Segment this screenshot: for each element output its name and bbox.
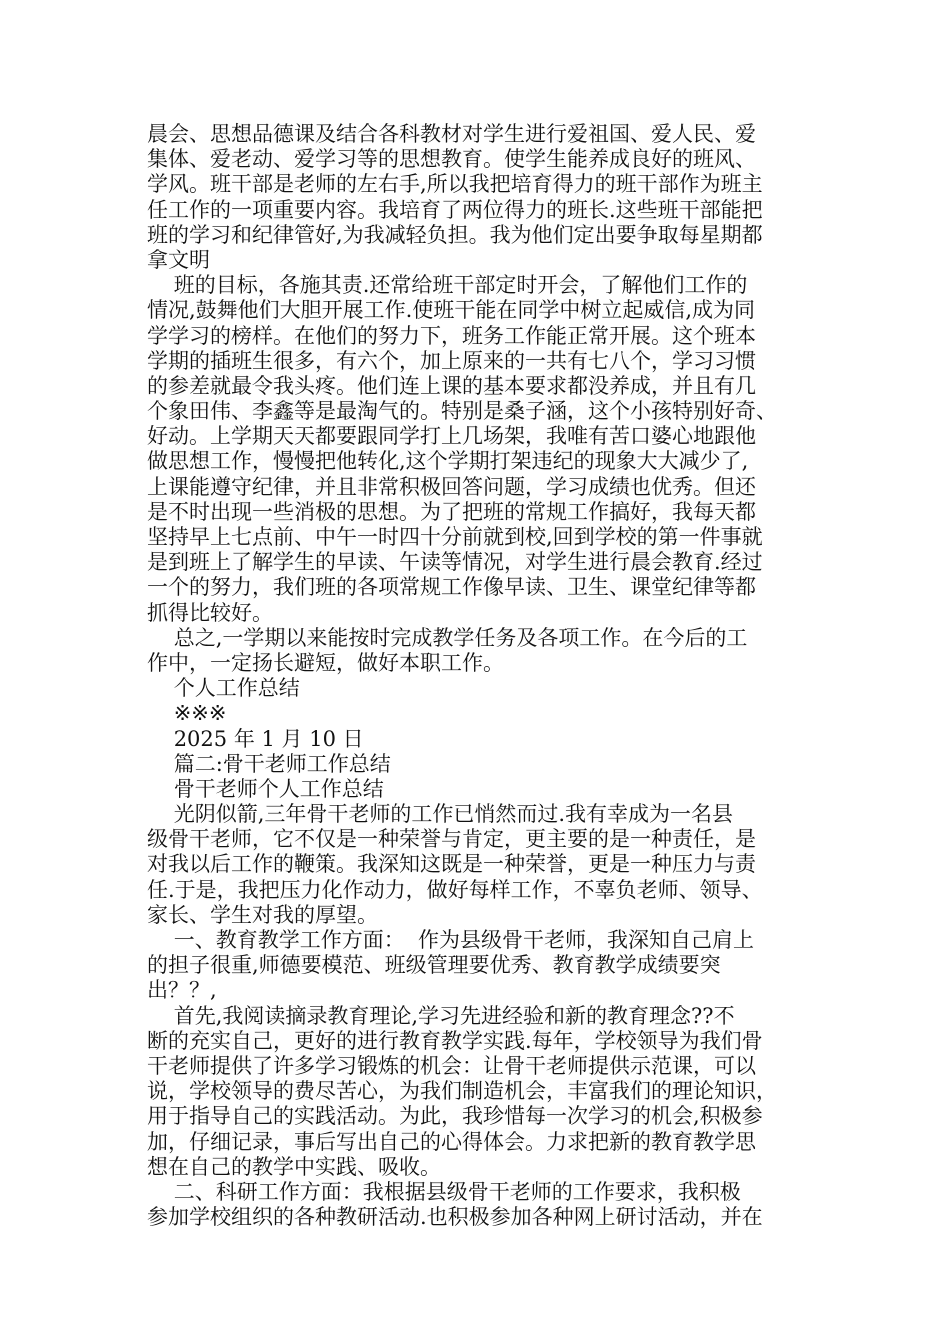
text-line: 做思想工作，慢慢把他转化,这个学期打架违纪的现象大大减少了, bbox=[147, 449, 749, 474]
text-line: 上课能遵守纪律，并且非常积极回答问题，学习成绩也优秀。但还 bbox=[147, 474, 756, 499]
text-line: 晨会、思想品德课及结合各科教材对学生进行爱祖国、爱人民、爱 bbox=[147, 122, 756, 146]
text-line: 光阴似箭,三年骨干老师的工作已悄然而过.我有幸成为一名县 bbox=[147, 802, 734, 827]
text-line: 篇二:骨干老师工作总结 bbox=[147, 751, 391, 776]
text-line: 出？？, bbox=[147, 978, 217, 1003]
text-line: 首先,我阅读摘录教育理论,学习先进经验和新的教育理念??不 bbox=[147, 1003, 735, 1028]
text-line: 学学习的榜样。在他们的努力下，班务工作能正常开展。这个班本 bbox=[147, 323, 756, 348]
text-line: 用于指导自己的实践活动。为此，我珍惜每一次学习的机会,积极参 bbox=[147, 1104, 763, 1129]
text-line: 的担子很重,师德要模范、班级管理要优秀、教育教学成绩要突 bbox=[147, 953, 721, 978]
text-line: 骨干老师个人工作总结 bbox=[147, 776, 384, 801]
text-line: 学期的插班生很多，有六个，加上原来的一共有七八个，学习习惯 bbox=[147, 348, 756, 373]
text-line: 是不时出现一些消极的思想。为了把班的常规工作搞好，我每天都 bbox=[147, 499, 756, 524]
text-line: 家长、学生对我的厚望。 bbox=[147, 902, 378, 927]
text-line: ※※※ bbox=[147, 701, 227, 726]
text-line: 坚持早上七点前、中午一时四十分前就到校,回到学校的第一件事就 bbox=[147, 525, 763, 549]
text-line: 对我以后工作的鞭策。我深知这既是一种荣誉，更是一种压力与责 bbox=[147, 852, 756, 877]
text-line: 抓得比较好。 bbox=[147, 600, 273, 625]
text-line: 集体、爱老动、爱学习等的思想教育。使学生能养成良好的班风、 bbox=[147, 147, 756, 172]
text-line: 学风。班干部是老师的左右手,所以我把培育得力的班干部作为班主 bbox=[147, 172, 763, 197]
text-line: 说，学校领导的费尽苦心，为我们制造机会，丰富我们的理论知识， bbox=[147, 1079, 777, 1104]
text-line: 一个的努力，我们班的各项常规工作像早读、卫生、课堂纪律等都 bbox=[147, 575, 756, 600]
text-line: 作中，一定扬长避短，做好本职工作。 bbox=[147, 650, 504, 675]
text-line: 任工作的一项重要内容。我培育了两位得力的班长.这些班干部能把 bbox=[147, 197, 763, 222]
text-line: 一、教育教学工作方面： 作为县级骨干老师，我深知自己肩上 bbox=[147, 928, 755, 952]
text-line: 加，仔细记录，事后写出自己的心得体会。力求把新的教育教学思 bbox=[147, 1129, 756, 1154]
text-line: 任.于是，我把压力化作动力，做好每样工作，不辜负老师、领导、 bbox=[147, 877, 763, 902]
text-line: 个人工作总结 bbox=[147, 676, 300, 701]
text-line: 级骨干老师，它不仅是一种荣誉与肯定，更主要的是一种责任，是 bbox=[147, 827, 756, 852]
text-line: 是到班上了解学生的早读、午读等情况，对学生进行晨会教育.经过 bbox=[147, 550, 763, 575]
text-line: 参加学校组织的各种教研活动.也积极参加各种网上研讨活动，并在 bbox=[147, 1205, 763, 1230]
text-line: 断的充实自己，更好的进行教育教学实践.每年，学校领导为我们骨 bbox=[147, 1028, 763, 1053]
document-body bbox=[147, 122, 807, 1230]
text-line: 情况,鼓舞他们大胆开展工作.使班干能在同学中树立起威信,成为同 bbox=[147, 298, 756, 323]
text-line: 二、科研工作方面：我根据县级骨干老师的工作要求，我积极 bbox=[147, 1179, 741, 1204]
text-line: 班的目标，各施其责.还常给班干部定时开会，了解他们工作的 bbox=[147, 273, 748, 298]
text-line: 2025 年 1 月 10 日 bbox=[147, 726, 364, 751]
text-line: 好动。上学期天天都要跟同学打上几场架，我唯有苦口婆心地跟他 bbox=[147, 424, 756, 449]
text-line: 想在自己的教学中实践、吸收。 bbox=[147, 1154, 441, 1179]
text-line: 的参差就最令我头疼。他们连上课的基本要求都没养成，并且有几 bbox=[147, 373, 756, 398]
text-line: 总之,一学期以来能按时完成教学任务及各项工作。在今后的工 bbox=[147, 625, 748, 650]
text-line: 个象田伟、李鑫等是最淘气的。特别是桑子涵，这个小孩特别好奇、 bbox=[147, 399, 777, 424]
text-line: 干老师提供了许多学习锻炼的机会：让骨干老师提供示范课，可以 bbox=[147, 1053, 756, 1078]
text-line: 班的学习和纪律管好,为我减轻负担。我为他们定出要争取每星期都 bbox=[147, 222, 763, 247]
text-line: 拿文明 bbox=[147, 247, 210, 272]
